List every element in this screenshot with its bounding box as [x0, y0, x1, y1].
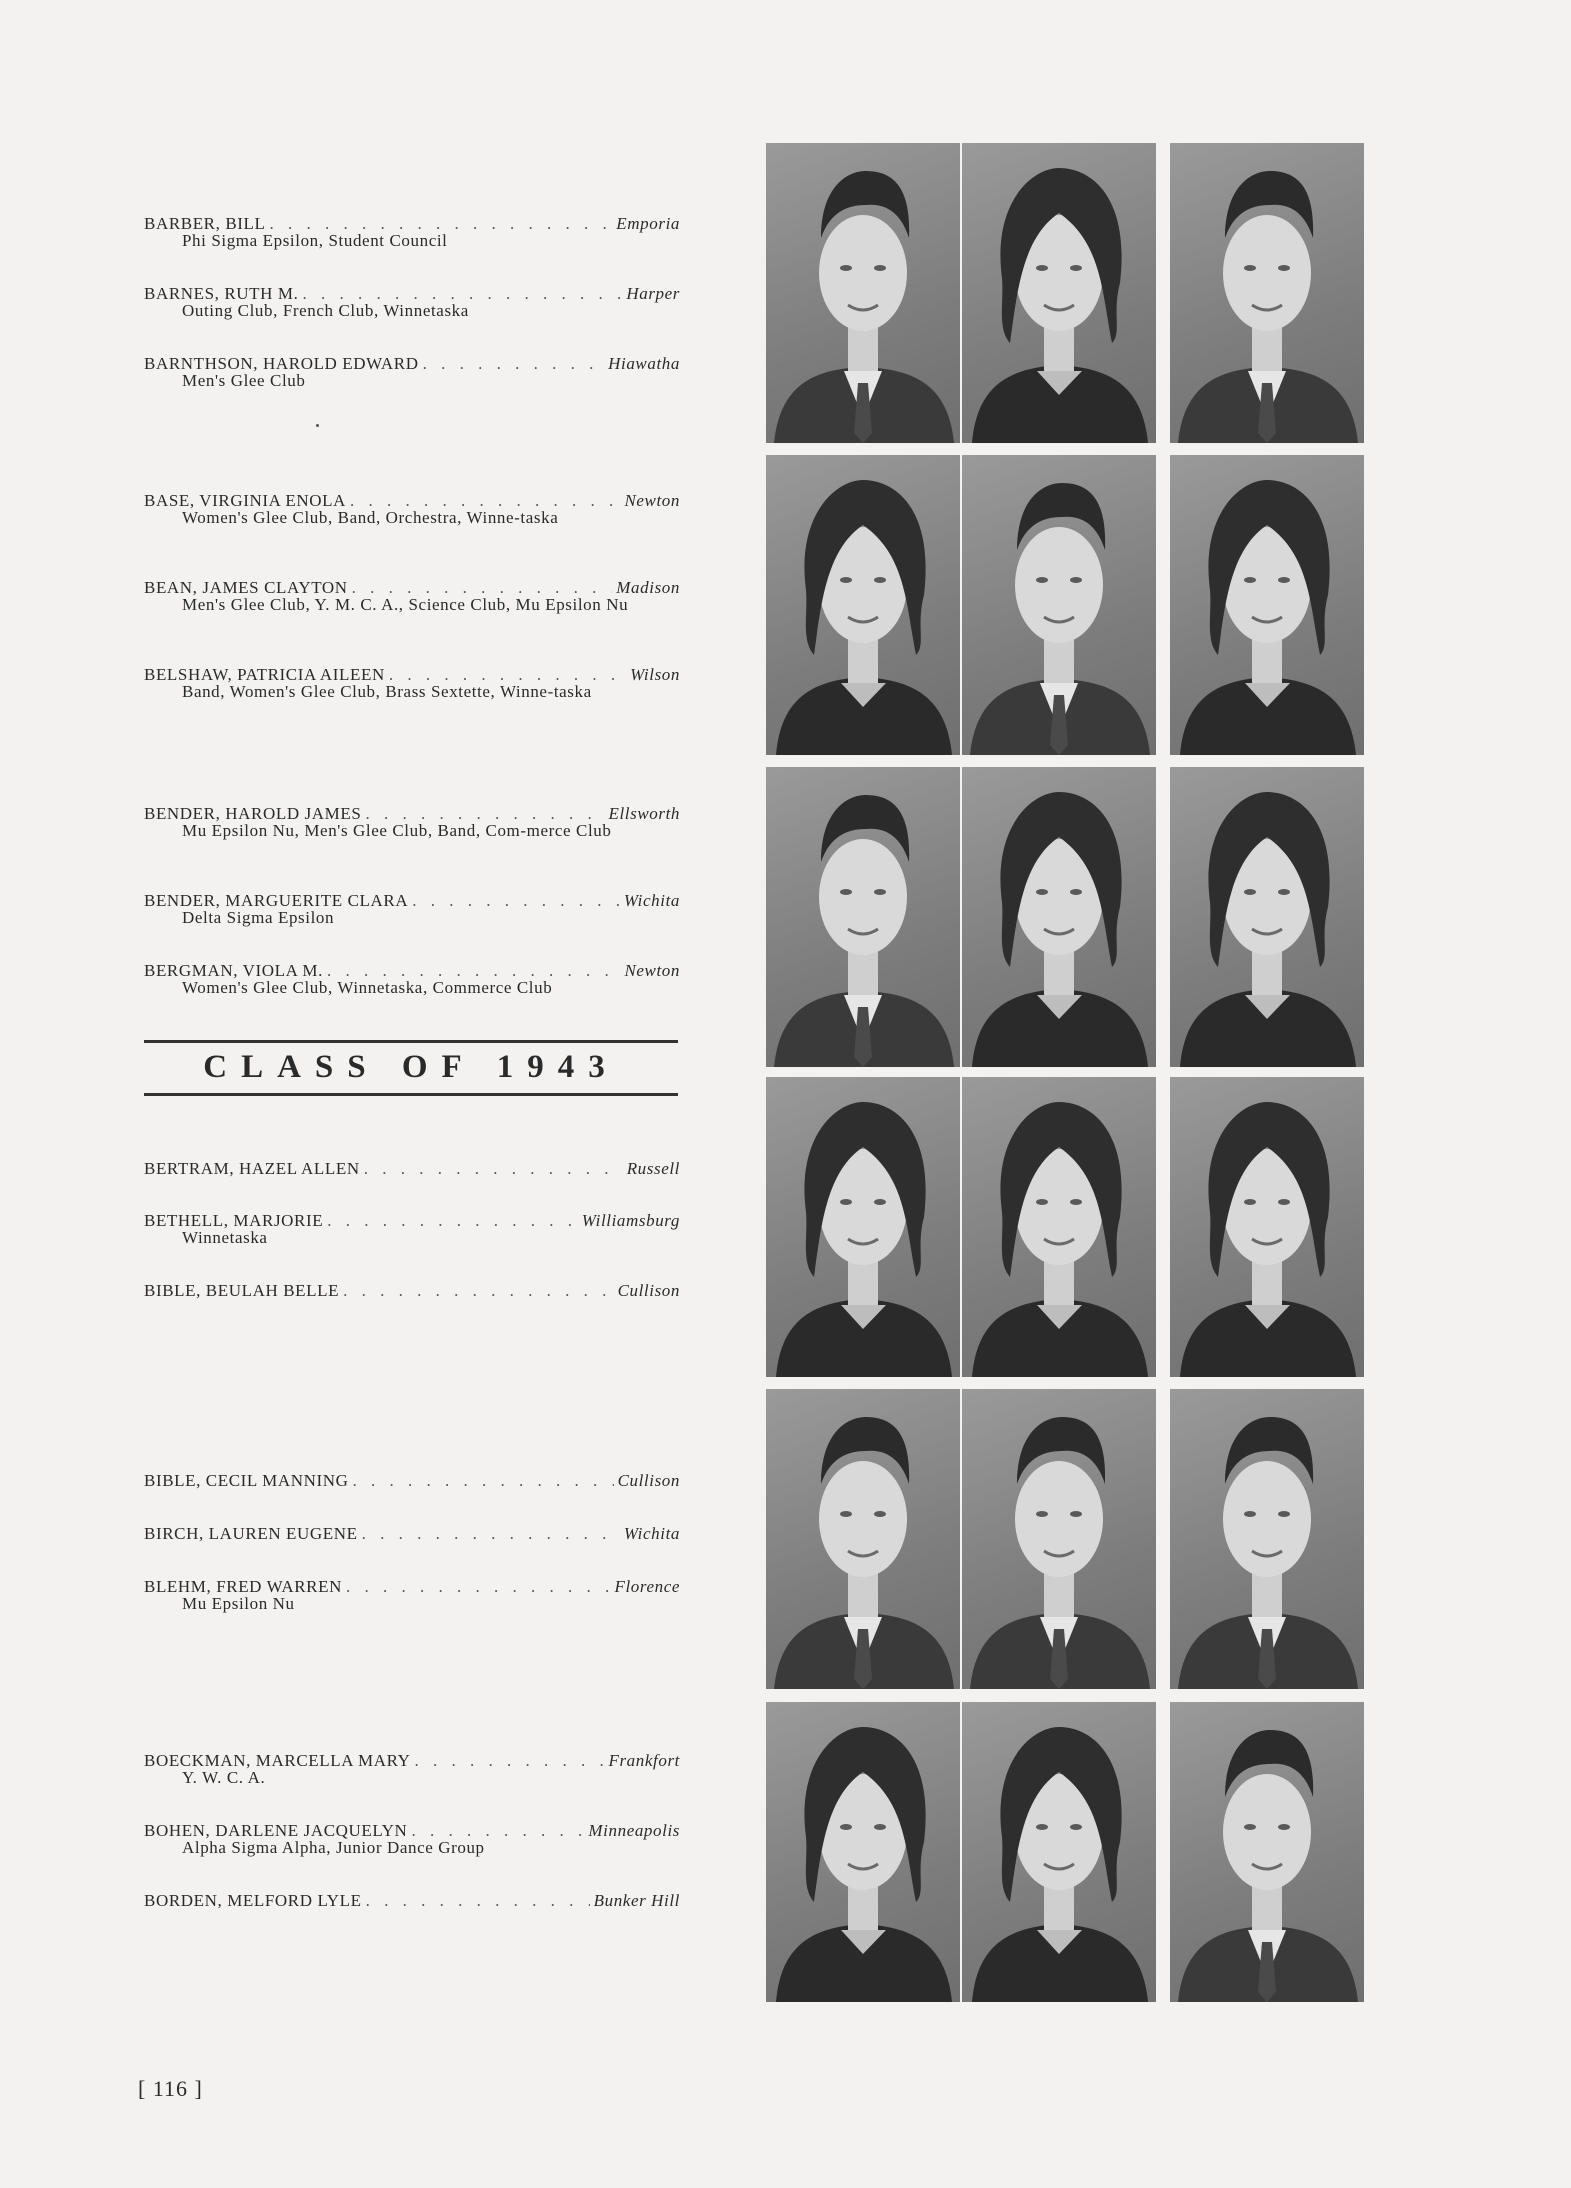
student-hometown: Florence — [614, 1577, 680, 1596]
stray-mark — [316, 424, 319, 427]
student-portrait — [766, 1389, 960, 1689]
student-entry — [144, 1822, 680, 1856]
student-portrait — [962, 1702, 1156, 2002]
student-portrait — [1170, 1702, 1364, 2002]
student-entry — [144, 805, 680, 839]
student-hometown: Williamsburg — [581, 1211, 680, 1230]
student-entry — [144, 1525, 680, 1542]
student-name: BENDER, HAROLD JAMES — [144, 804, 362, 823]
student-activities: Delta Sigma Epsilon — [182, 908, 335, 927]
student-activities: Y. W. C. A. — [182, 1768, 266, 1787]
student-hometown: Cullison — [617, 1471, 680, 1490]
student-portrait — [962, 767, 1156, 1067]
student-activities: Men's Glee Club — [182, 371, 306, 390]
student-hometown: Ellsworth — [608, 804, 680, 823]
student-portrait — [766, 455, 960, 755]
student-portrait — [766, 1702, 960, 2002]
student-activities: Winnetaska — [182, 1228, 268, 1247]
student-name: BARNTHSON, HAROLD EDWARD — [144, 354, 419, 373]
student-name: BIRCH, LAUREN EUGENE — [144, 1524, 358, 1543]
student-name: BIBLE, BEULAH BELLE — [144, 1281, 340, 1300]
class-heading — [144, 1040, 678, 1096]
student-name: BOECKMAN, MARCELLA MARY — [144, 1751, 411, 1770]
student-hometown: Cullison — [617, 1281, 680, 1300]
student-hometown: Wichita — [623, 1524, 680, 1543]
student-hometown: Harper — [626, 284, 680, 303]
student-name: BENDER, MARGUERITE CLARA — [144, 891, 409, 910]
student-portrait — [962, 143, 1156, 443]
student-entry — [144, 1212, 680, 1246]
student-name: BIBLE, CECIL MANNING — [144, 1471, 349, 1490]
student-name: BARNES, RUTH M. — [144, 284, 299, 303]
student-entry — [144, 579, 680, 613]
student-hometown: Minneapolis — [588, 1821, 680, 1840]
student-portrait — [962, 1077, 1156, 1377]
student-entry — [144, 215, 680, 249]
student-portrait — [766, 143, 960, 443]
page-number: [ 116 ] — [138, 2076, 203, 2101]
student-name: BETHELL, MARJORIE — [144, 1211, 324, 1230]
student-name: BORDEN, MELFORD LYLE — [144, 1891, 362, 1910]
student-entry — [144, 1282, 680, 1299]
student-entry — [144, 1752, 680, 1786]
student-hometown: Emporia — [616, 214, 680, 233]
student-activities: Band, Women's Glee Club, Brass Sextette, Winne-taska — [182, 682, 592, 701]
class-heading-text: CLASS OF 1943 — [203, 1049, 619, 1085]
student-entry — [144, 1892, 680, 1909]
student-hometown: Wichita — [623, 891, 680, 910]
student-entry — [144, 355, 680, 389]
student-entry — [144, 1578, 680, 1612]
student-portrait — [1170, 767, 1364, 1067]
student-hometown: Newton — [624, 491, 680, 510]
student-portrait — [962, 455, 1156, 755]
student-activities: Men's Glee Club, Y. M. C. A., Science Club, Mu Epsilon Nu — [182, 595, 629, 614]
student-portrait — [1170, 1389, 1364, 1689]
student-hometown: Newton — [624, 961, 680, 980]
student-hometown: Bunker Hill — [593, 1891, 680, 1910]
student-hometown: Hiawatha — [608, 354, 680, 373]
student-hometown: Russell — [626, 1159, 680, 1178]
student-entry — [144, 666, 680, 700]
student-activities: Women's Glee Club, Band, Orchestra, Winne-taska — [182, 508, 559, 527]
student-activities: Phi Sigma Epsilon, Student Council — [182, 231, 448, 250]
student-name: BOHEN, DARLENE JACQUELYN — [144, 1821, 408, 1840]
student-name: BASE, VIRGINIA ENOLA — [144, 491, 346, 510]
student-portrait — [1170, 1077, 1364, 1377]
student-hometown: Madison — [616, 578, 680, 597]
student-portrait — [962, 1389, 1156, 1689]
student-entry — [144, 492, 680, 526]
student-activities: Mu Epsilon Nu, Men's Glee Club, Band, Com-merce Club — [182, 821, 612, 840]
student-portrait — [1170, 455, 1364, 755]
student-activities: Mu Epsilon Nu — [182, 1594, 295, 1613]
student-name: BLEHM, FRED WARREN — [144, 1577, 342, 1596]
student-portrait — [1170, 143, 1364, 443]
student-entry — [144, 1472, 680, 1489]
student-activities: Women's Glee Club, Winnetaska, Commerce Club — [182, 978, 553, 997]
student-name: BERTRAM, HAZEL ALLEN — [144, 1159, 360, 1178]
student-entry — [144, 285, 680, 319]
student-hometown: Wilson — [630, 665, 680, 684]
student-name: BEAN, JAMES CLAYTON — [144, 578, 348, 597]
student-entry — [144, 962, 680, 996]
student-entry — [144, 892, 680, 926]
student-hometown: Frankfort — [608, 1751, 680, 1770]
student-activities: Alpha Sigma Alpha, Junior Dance Group — [182, 1838, 485, 1857]
student-activities: Outing Club, French Club, Winnetaska — [182, 301, 469, 320]
student-name: BARBER, BILL — [144, 214, 266, 233]
student-name: BELSHAW, PATRICIA AILEEN — [144, 665, 385, 684]
student-portrait — [766, 1077, 960, 1377]
student-entry — [144, 1160, 680, 1177]
student-name: BERGMAN, VIOLA M. — [144, 961, 323, 980]
student-portrait — [766, 767, 960, 1067]
